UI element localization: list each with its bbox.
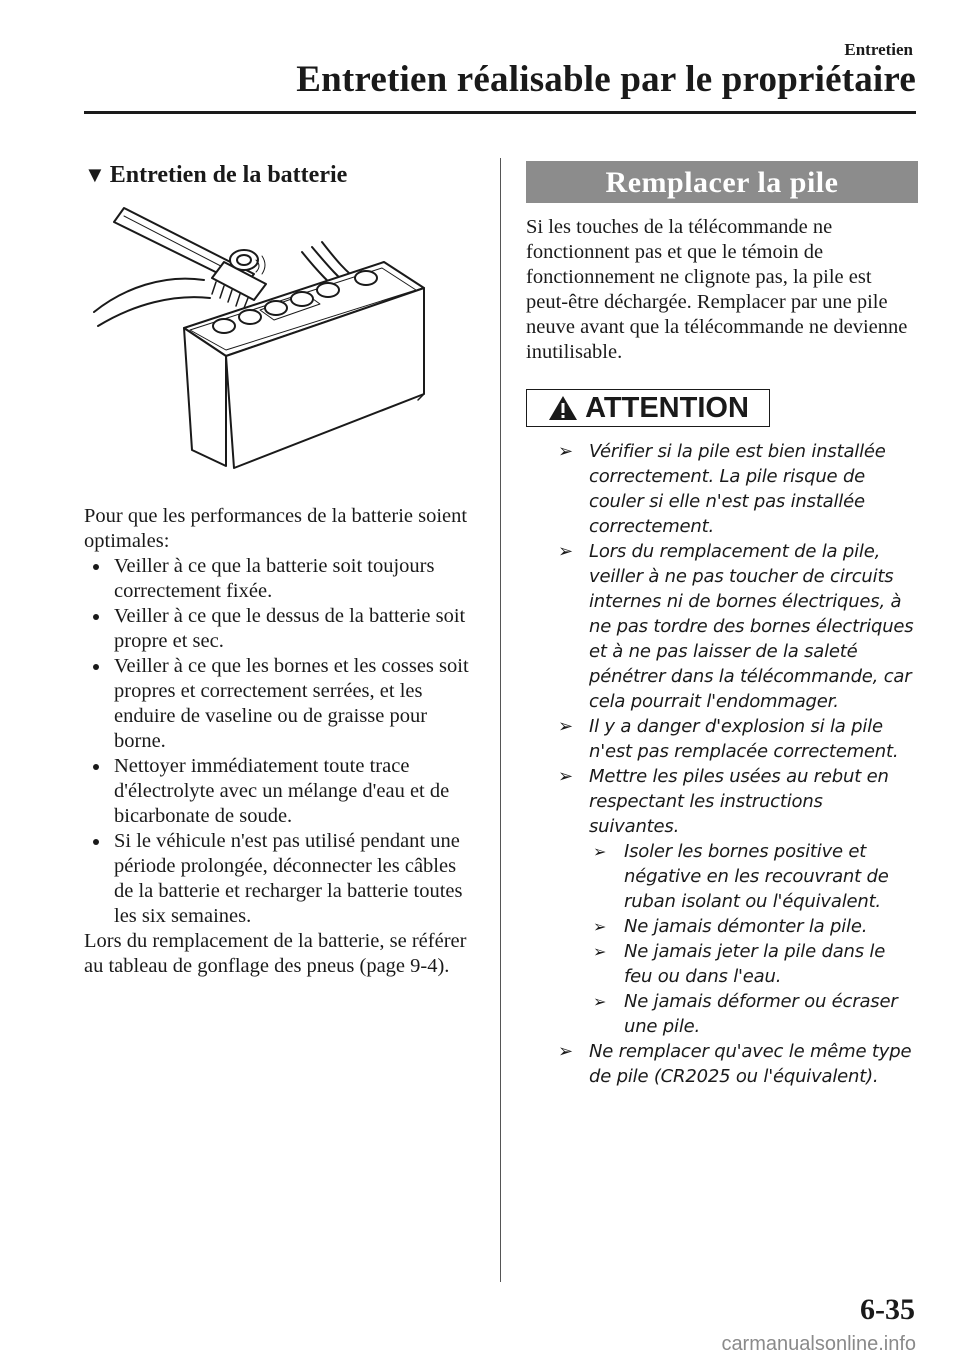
bullet-dot-icon (93, 614, 99, 620)
warning-triangle-icon (547, 394, 579, 422)
list-item: ➢ Isoler les bornes positive et négative en les recouvrant de ruban isolant ou l'équivalent. (593, 841, 889, 912)
attention-label: ATTENTION (585, 391, 749, 424)
list-item: Si le véhicule n'est pas utilisé pendant une période prolongée, déconnecter les câbles de la batterie et recharger la batterie toutes les six semaines. (84, 829, 474, 929)
warning-list (526, 439, 918, 1089)
list-item: Veiller à ce que la batterie soit toujours correctement fixée. (84, 554, 474, 604)
battery-closing-text: Lors du remplacement de la batterie, se référer au tableau de gonflage des pneus (page 9-4). (84, 930, 467, 977)
battery-bullet-list (84, 554, 474, 929)
column-divider (500, 158, 501, 1282)
section-heading-battery (84, 158, 474, 192)
battery-intro-text: Pour que les performances de la batterie soient optimales: (84, 505, 468, 552)
page-title: Entretien réalisable par le propriétaire (296, 59, 916, 100)
section-heading-text: Entretien de la batterie (109, 162, 348, 188)
list-item: ➢ Lors du remplacement de la pile, veiller à ne pas toucher de circuits internes ni de bornes électriques, à ne pas tordre des bornes électriques et à ne pas laisser de la saleté pénétrer dans la télécommande, car cela pourrait l'endommager. (558, 541, 914, 712)
arrow-bullet-icon: ➢ (558, 541, 573, 562)
bullet-dot-icon (93, 664, 99, 670)
right-column (526, 161, 918, 1089)
bullet-dot-icon (93, 764, 99, 770)
arrow-bullet-icon: ➢ (558, 441, 573, 462)
attention-label-box (526, 389, 770, 427)
list-item: ➢ Ne remplacer qu'avec le même type de pile (CR2025 ou l'équivalent). (558, 1041, 912, 1087)
list-item: Veiller à ce que les bornes et les cosses soit propres et correctement serrées, et les enduire de vaseline ou de graisse pour borne. (84, 654, 474, 754)
list-item: ➢ Vérifier si la pile est bien installée correctement. La pile risque de couler si elle n'est pas installée correctement. (558, 441, 886, 537)
list-item: Nettoyer immédiatement toute trace d'électrolyte avec un mélange d'eau et de bicarbonate de soude. (84, 754, 474, 829)
list-item: ➢ Ne jamais démonter la pile. (593, 916, 868, 937)
page-number: 6-35 (860, 1293, 915, 1326)
arrow-bullet-icon: ➢ (593, 942, 607, 961)
header-section-label: Entretien (844, 40, 913, 59)
arrow-bullet-icon: ➢ (558, 1041, 573, 1062)
bullet-dot-icon (93, 839, 99, 845)
header-rule (84, 111, 916, 114)
triangle-marker-icon: ▼ (84, 162, 106, 187)
sub-warning-list (589, 839, 918, 1039)
arrow-bullet-icon: ➢ (558, 766, 573, 787)
list-item: ➢ Il y a danger d'explosion si la pile n'est pas remplacée correctement. (558, 716, 899, 762)
arrow-bullet-icon: ➢ (593, 992, 607, 1011)
battery-cleaning-illustration (84, 202, 474, 482)
replace-intro-text: Si les touches de la télécommande ne fonctionnent pas et que le témoin de fonctionnement ne clignote pas, la pile est peut-être déchargée. Remplacer par une pile neuve avant que la télécommande ne devienne inutilisable. (526, 216, 908, 363)
bullet-dot-icon (93, 564, 99, 570)
arrow-bullet-icon: ➢ (593, 842, 607, 861)
arrow-bullet-icon: ➢ (593, 917, 607, 936)
left-column (84, 158, 474, 979)
list-item: Veiller à ce que le dessus de la batterie soit propre et sec. (84, 604, 474, 654)
list-item: ➢ Ne jamais déformer ou écraser une pile. (593, 991, 898, 1037)
watermark-text: carmanualsonline.info (721, 1333, 916, 1355)
list-item: ➢ Ne jamais jeter la pile dans le feu ou dans l'eau. (593, 941, 886, 987)
section-banner-replace-battery: Remplacer la pile (526, 161, 918, 203)
arrow-bullet-icon: ➢ (558, 716, 573, 737)
list-item: ➢ Mettre les piles usées au rebut en respectant les instructions suivantes. ➢ Isoler les bornes positive et négative en les recouvrant de ruban isolant ou l'équivalent. ➢ Ne jamais démonter la pile. ➢ Ne jamais jeter la pile dans le feu ou dans l'eau. ➢ Ne jamais déformer ou écraser une pile. (554, 764, 918, 1039)
